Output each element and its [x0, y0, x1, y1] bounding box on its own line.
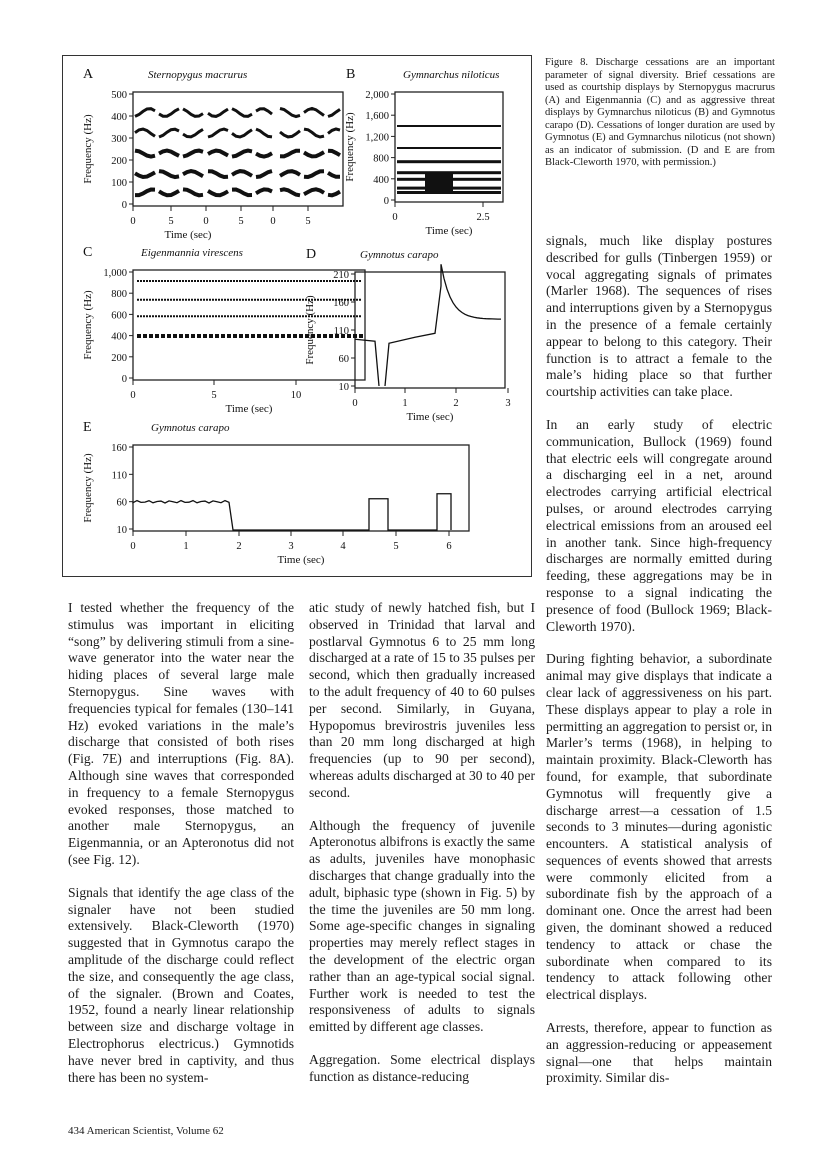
y-axis-label: Frequency (Hz): [82, 290, 94, 360]
paragraph: atic study of newly hatched fish, but I observed in Trinidad that larval and postlarval Gymnotus 6 to 25 mm long discharged at a rate of 15 to 35 pulses per second, which then gradually increased to the adult frequency of 40 to 60 pulses per second. Similarly, in Guyana, Hypopomus brevirostris juveniles less than 20 mm long discharged at high frequencies (up to 90 per second), whereas adults discharged at 30 to 40 per second.: [309, 600, 535, 800]
panel-letter: A: [83, 67, 94, 82]
x-tick-label: 0: [130, 216, 136, 227]
x-tick-label: 0: [270, 216, 276, 227]
panel-letter: E: [83, 420, 92, 435]
y-tick-label: 160: [111, 443, 127, 454]
panel-species-label: Gymnotus carapo: [151, 422, 230, 434]
y-tick-label: 110: [333, 326, 349, 337]
panel-species-label: Sternopygus macrurus: [148, 69, 248, 81]
y-tick-label: 400: [373, 174, 389, 186]
panel-letter: C: [83, 245, 93, 260]
paragraph: signals, much like display postures described for gulls (Tinbergen 1959) or vocal aggregating signals of primates (Marler 1968). The sequences of rises and interruptions given by a Sternopygus in the presence of a female certainly appear to belong to this category. Their function is to attract a female to the male’s hiding place so that further courtship activities can take place.: [546, 233, 772, 400]
harmonic-trace: [135, 109, 203, 117]
harmonic-trace: [280, 151, 340, 157]
panel-letter: B: [346, 67, 356, 82]
x-tick-label: 0: [130, 541, 136, 552]
harmonic-trace: [135, 129, 203, 137]
y-axis-label: Frequency (Hz): [344, 112, 356, 182]
x-axis-label: Time (sec): [425, 225, 473, 237]
text-column-3: [546, 233, 772, 1103]
x-tick-label: 3: [505, 398, 511, 409]
y-axis-label: Frequency (Hz): [82, 114, 94, 184]
x-tick-label: 1: [183, 541, 189, 552]
dense-band: [425, 173, 453, 191]
panel-species-label: Gymnotus carapo: [360, 249, 439, 261]
panel-letter: D: [306, 247, 317, 262]
paragraph: During fighting behavior, a subordinate animal may give displays that indicate a clear lack of aggressiveness on his part. These displays appear to play a role in permitting an aggregation to persist or, in Marler’s terms (1968), in helping to maintain proximity. Black-Cleworth has found, for example, that subordinate Gymnotus will frequently give a discharge arrest—a cessation of 1.5 seconds to 3 minutes—during agonistic encounters. A statistical analysis of sequences of events showed that arrests were commonly elicited from a subordinate fish by the approach of a dominant one. Once the arrest had been given, the dominant showed a reduced tendency to attack or chase the subordinate when compared to its tendency to attack following other electrical displays.: [546, 651, 772, 1003]
x-tick-label: 2.5: [476, 212, 490, 223]
y-tick-label: 10: [116, 525, 127, 536]
y-tick-label: 60: [116, 497, 127, 509]
plot-frame: [133, 445, 469, 531]
x-tick-label: 0: [130, 390, 136, 401]
y-tick-label: 0: [121, 374, 127, 385]
y-tick-label: 10: [338, 382, 349, 393]
paragraph: Aggregation. Some electrical displays function as distance-reducing: [309, 1051, 535, 1084]
paragraph: In an early study of electric communication, Bullock (1969) found that electric eels will congregate around a discharging eel in a net, around electrodes carrying artificial electrical pulses, or around electrodes carrying electrical emissions from an aroused eel in another tank. Since high-frequency discharges are normally emitted during feeding, these aggregations may be in response to a signal indicating the presence of food (Bullock 1969; Black-Cleworth 1970).: [546, 416, 772, 634]
y-tick-label: 500: [111, 90, 127, 101]
harmonic-trace: [208, 151, 272, 157]
y-tick-label: 300: [111, 134, 127, 145]
y-tick-label: 400: [111, 112, 127, 123]
x-tick-label: 1: [402, 398, 408, 409]
harmonic-band: [397, 160, 501, 163]
text-column-2: [309, 600, 535, 1102]
x-tick-label: 2: [453, 398, 459, 409]
figure-caption: Figure 8. Discharge cessations are an important parameter of signal diversity. Brief cessations are used as courtship displays by Sternopygus macrurus (A) and Eigenmannia (C) and as aggressive threat displays by Gymnarchus niloticus (B) and Gymnotus carapo (D). Cessations of longer duration are used by Gymnotus (E) and Gymnarchus niloticus (not shown) as an indicator of submission. (D and E are from Black-Cleworth 1970, with permission.): [545, 57, 775, 168]
y-axis-label: Frequency (Hz): [82, 453, 94, 523]
x-tick-label: 0: [392, 212, 398, 223]
panel-d: [304, 247, 511, 423]
frequency-trace: [355, 264, 501, 386]
panel-species-label: Eigenmannia virescens: [141, 247, 243, 259]
paragraph: Although the frequency of juvenile Apteronotus albifrons is exactly the same as adults, juveniles have monophasic discharges that change gradually into the adult, biphasic type (shown in Fig. 5) by the time the juveniles are 50 mm long. Some age-specific changes in signaling properties may merely reflect stages in the development of the electric organ rather than an age-typical social signal. Further work is needed to test the responsiveness of adults to signals emitted by different age classes.: [309, 817, 535, 1035]
y-tick-label: 60: [338, 354, 349, 365]
page-footer: 434 American Scientist, Volume 62: [68, 1125, 224, 1137]
x-tick-label: 5: [305, 216, 311, 227]
y-tick-label: 210: [333, 270, 349, 281]
panel-e: [82, 420, 469, 566]
x-tick-label: 5: [211, 390, 217, 401]
panel-c: [82, 245, 365, 415]
harmonic-trace: [280, 129, 340, 137]
x-tick-label: 6: [446, 541, 452, 552]
x-axis-label: Time (sec): [225, 403, 273, 415]
x-tick-label: 0: [352, 398, 358, 409]
y-tick-label: 400: [111, 331, 127, 343]
figure-8: [62, 55, 532, 577]
figure-8-plots: [63, 56, 531, 576]
harmonic-trace: [280, 189, 340, 195]
panel-b: [344, 67, 503, 237]
plot-frame: [133, 270, 365, 380]
y-tick-label: 0: [121, 200, 127, 211]
y-tick-label: 800: [111, 289, 127, 301]
y-tick-label: 160: [333, 298, 349, 309]
harmonic-band: [397, 125, 501, 127]
y-tick-label: 110: [111, 470, 127, 482]
y-tick-label: 200: [111, 156, 127, 167]
y-axis-label: Frequency (Hz): [304, 295, 316, 365]
paragraph: Signals that identify the age class of the signaler have not been studied extensively. Black-Cleworth (1970) suggested that in Gymnotus carapo the amplitude of the discharge could reflect the size, and consequently the age class, of the signaler. (Brown and Coates, 1952, found a nearly linear relationship between size and discharge voltage in Electrophorus electricus.) Gymnotids have never bred in captivity, and thus there has been no system-: [68, 884, 294, 1085]
x-axis-label: Time (sec): [164, 229, 212, 241]
x-tick-label: 0: [203, 216, 209, 227]
y-tick-label: 2,000: [365, 90, 389, 101]
harmonic-band: [397, 191, 501, 194]
paragraph: Arrests, therefore, appear to function as an aggression-reducing or appeasement signal—one that helps maintain proximity. Similar dis-: [546, 1020, 772, 1086]
x-tick-label: 4: [340, 541, 346, 552]
harmonic-trace: [135, 171, 203, 177]
text-column-1: [68, 600, 294, 1102]
harmonic-trace: [208, 171, 272, 177]
harmonic-trace: [135, 189, 203, 195]
x-tick-label: 10: [290, 390, 302, 401]
x-tick-label: 2: [236, 541, 242, 552]
y-tick-label: 1,600: [365, 111, 389, 123]
y-tick-label: 1,000: [103, 268, 127, 279]
frequency-trace: [133, 494, 451, 530]
harmonic-trace: [208, 129, 272, 137]
x-axis-label: Time (sec): [277, 554, 325, 566]
harmonic-trace: [280, 109, 340, 117]
x-axis-label: Time (sec): [406, 411, 454, 423]
panel-species-label: Gymnarchus niloticus: [403, 69, 500, 81]
harmonic-trace: [135, 151, 203, 157]
paragraph: I tested whether the frequency of the stimulus was important in eliciting “song” by delivering stimuli from a sine-wave generator into the water near the hiding places of several large male Sternopygus. Sine waves with frequencies typical for females (130–141 Hz) evoked variations in the male’s discharge that consisted of both rises (Fig. 7E) and interruptions (Fig. 8A). Although sine waves that corresponded in frequency to a female Sternopygus evoked responses, those matched to another male Sternopygus, an Eigenmannia, or an Apteronotus did not (see Fig. 12).: [68, 600, 294, 867]
harmonic-trace: [208, 109, 272, 117]
x-tick-label: 5: [168, 216, 174, 227]
x-tick-label: 5: [393, 541, 399, 552]
harmonic-trace: [208, 189, 272, 195]
x-tick-label: 3: [288, 541, 294, 552]
y-tick-label: 0: [383, 196, 389, 207]
y-tick-label: 600: [111, 310, 127, 322]
x-tick-label: 5: [238, 216, 244, 227]
y-tick-label: 800: [373, 153, 389, 165]
y-tick-label: 200: [111, 352, 127, 364]
y-tick-label: 1,200: [365, 132, 389, 144]
y-tick-label: 100: [111, 178, 127, 189]
harmonic-trace: [280, 171, 340, 177]
harmonic-band: [397, 147, 501, 149]
